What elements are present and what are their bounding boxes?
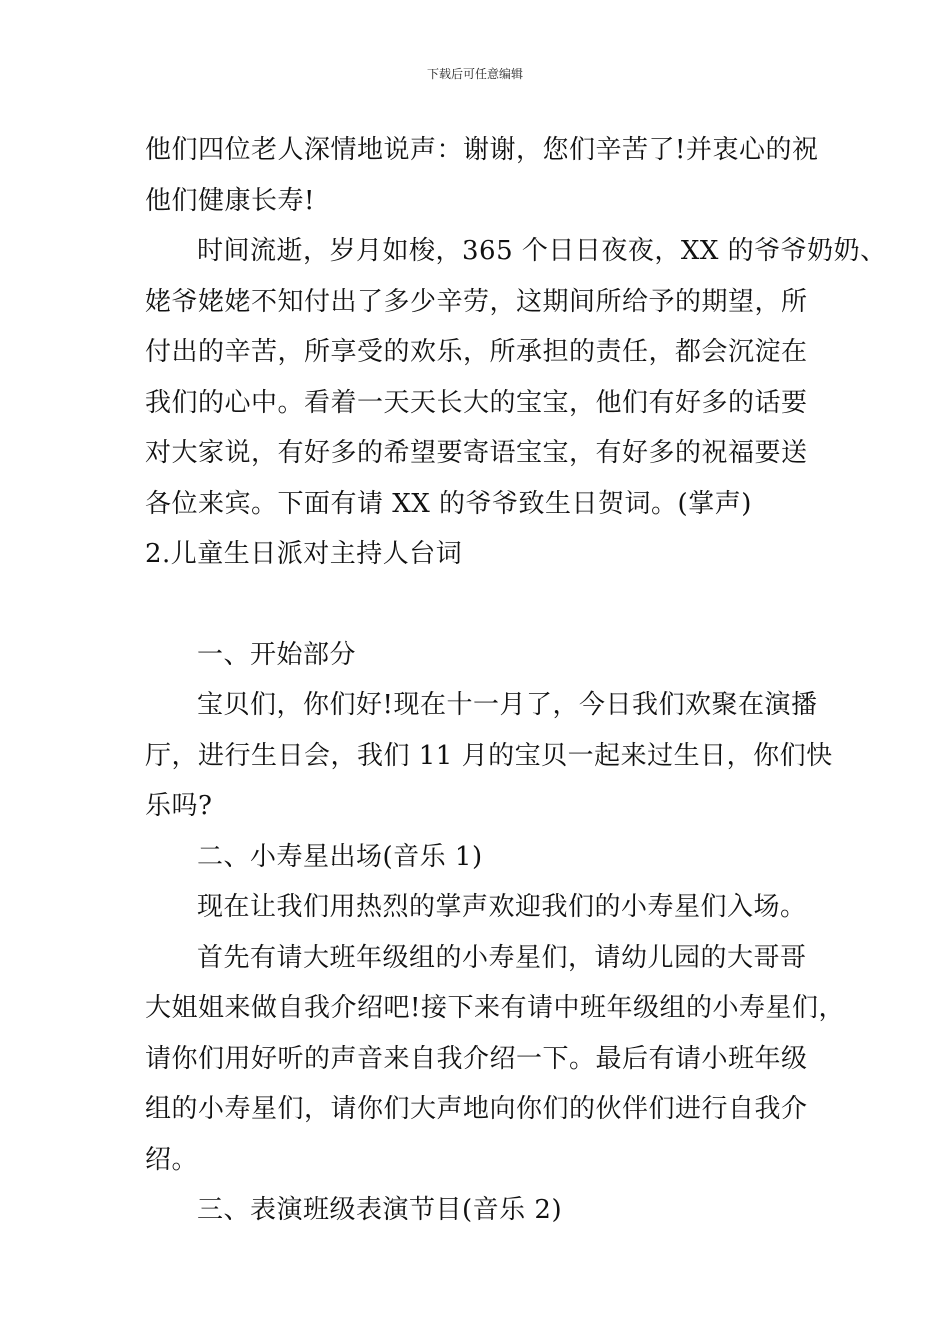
paragraph-line: 厅，进行生日会，我们 11 月的宝贝一起来过生日，你们快 [145,740,833,771]
page-header: 下载后可任意编辑 [426,67,523,81]
paragraph-line: 宝贝们，你们好!现在十一月了，今日我们欢聚在演播 [197,690,818,720]
paragraph-line: 乐吗? [145,791,213,821]
paragraph-line: 组的小寿星们，请你们大声地向你们的伙伴们进行自我介 [145,1094,808,1124]
paragraph-line: 现在让我们用热烈的掌声欢迎我们的小寿星们入场。 [197,892,807,922]
spacer [145,580,825,630]
paragraph-line: 他们健康长寿! [145,185,315,216]
paragraph-line: 绍。 [145,1144,199,1175]
subsection-heading: 一、开始部分 [197,639,357,670]
paragraph-line: 请你们用好听的声音来自我介绍一下。最后有请小班年级 [145,1043,808,1074]
paragraph-line: 付出的辛苦，所享受的欢乐，所承担的责任，都会沉淀在 [145,337,808,367]
subsection-heading: 二、小寿星出场(音乐 1) [197,841,483,872]
paragraph-line: 大姐姐来做自我介绍吧!接下来有请中班年级组的小寿星们， [145,993,845,1023]
subsection-heading: 三、表演班级表演节目(音乐 2) [197,1195,563,1225]
paragraph-line: 姥爷姥姥不知付出了多少辛劳，这期间所给予的期望，所 [145,286,808,317]
document-body [145,125,887,1236]
paragraph-line: 对大家说，有好多的希望要寄语宝宝，有好多的祝福要送 [145,438,808,468]
section-heading: 2.儿童生日派对主持人台词 [145,539,463,569]
paragraph-line: 首先有请大班年级组的小寿星们，请幼儿园的大哥哥 [197,942,807,973]
paragraph-line: 时间流逝，岁月如梭，365 个日日夜夜，XX 的爷爷奶奶、 [197,236,887,266]
paragraph-line: 他们四位老人深情地说声：谢谢，您们辛苦了!并衷心的祝 [145,135,819,165]
paragraph-line: 我们的心中。看着一天天长大的宝宝，他们有好多的话要 [145,387,808,418]
paragraph-line: 各位来宾。下面有请 XX 的爷爷致生日贺词。(掌声) [145,488,752,519]
